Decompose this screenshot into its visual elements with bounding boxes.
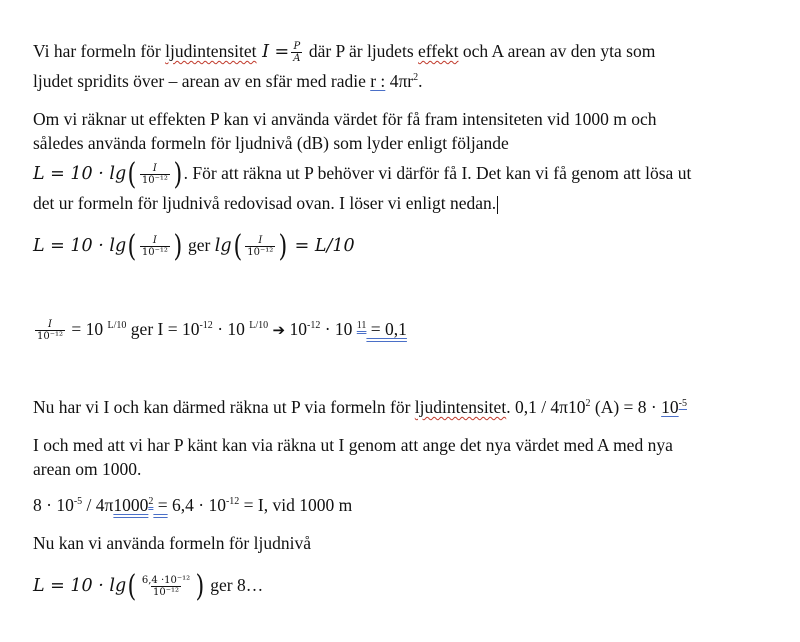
fraction-denominator: 10⁻¹²: [141, 247, 168, 259]
arrow-icon: ➔: [272, 321, 286, 339]
text: det ur formeln för ljudnivå redovisad ovan. I löser vi enligt nedan.: [33, 193, 497, 213]
paragraph-sphere-area: [33, 70, 422, 92]
text: / 4π: [82, 495, 114, 515]
spellcheck-word: ljudintensitet: [165, 41, 257, 61]
text: där P är ljudets: [304, 41, 418, 61]
fraction-denominator: A: [293, 53, 301, 65]
math-lhs: L = 10 · lg: [33, 164, 127, 184]
math-lhs: L = 10 · lg: [33, 236, 127, 256]
fraction-numerator: P: [293, 41, 301, 53]
underlined-text: r :: [370, 71, 386, 91]
superscript: -5: [678, 398, 687, 410]
math-lhs: L = 10 · lg: [33, 576, 127, 596]
fraction-i-over-ref: [140, 235, 170, 258]
fraction-denominator: 10⁻¹²: [37, 331, 64, 343]
text: .: [418, 71, 423, 91]
text: 6,4 · 10: [167, 495, 226, 515]
fraction-i-over-ref: [140, 163, 170, 186]
paragraph-new-area-line2: arean om 1000.: [33, 459, 142, 479]
text: ger: [183, 235, 215, 255]
superscript: 2: [148, 496, 154, 508]
fraction-i-over-ref: [245, 235, 275, 258]
superscript: L/10: [107, 320, 127, 332]
text: ger I = 10: [126, 319, 200, 339]
underlined-text: 1000: [113, 495, 149, 515]
text: = I, vid 1000 m: [239, 495, 353, 515]
paragraph-solve: [33, 192, 498, 214]
text: och A arean av den yta som: [458, 41, 656, 61]
superscript: -12: [199, 320, 213, 332]
text: Vi har formeln för: [33, 41, 166, 61]
text: 8 · 10: [33, 495, 74, 515]
spellcheck-word: ljudintensitet: [414, 397, 507, 417]
spellcheck-word: effekt: [418, 41, 459, 61]
paragraph-effect-line1: Om vi räknar ut effekten P kan vi använda värdet för få fram intensiteten vid 1000 m och: [33, 109, 657, 129]
underlined-text: 10: [661, 397, 679, 417]
fraction-p-over-a: [291, 41, 302, 64]
text: (A) = 8 ·: [590, 397, 662, 417]
fraction-numerator: 6,4 ·10⁻¹²: [141, 575, 191, 587]
fraction-i-over-ref: [35, 319, 65, 342]
left-paren: (: [127, 228, 137, 264]
left-paren: (: [233, 228, 242, 264]
text: . 0,1 / 4π10: [506, 397, 586, 417]
paragraph-compute-p: [33, 396, 687, 418]
equation-solve-step: [33, 228, 355, 263]
fraction-denominator: 10⁻¹²: [247, 247, 274, 259]
text: =: [153, 495, 168, 515]
text: ljudet spridits över – arean av en sfär med radie: [33, 71, 371, 91]
paragraph-intensity-formula: [33, 40, 655, 64]
math-variable: I =: [256, 42, 290, 62]
right-paren: ): [173, 228, 183, 264]
fraction-denominator: 10⁻¹²: [141, 175, 168, 187]
math-rhs: = L/10: [289, 236, 355, 256]
superscript: 11: [356, 320, 367, 332]
text: Nu har vi I och kan därmed räkna ut P via formeln för: [33, 397, 415, 417]
superscript: -5: [73, 496, 83, 508]
superscript: -12: [225, 496, 240, 508]
text: ger 8…: [205, 575, 264, 595]
left-paren: (: [127, 568, 137, 604]
right-paren: ): [173, 156, 183, 192]
fraction-denominator: 10⁻¹²: [153, 587, 180, 599]
paragraph-effect-line2: således använda formeln för ljudnivå (dB) som lyder enligt följande: [33, 133, 509, 153]
right-paren: ): [278, 228, 288, 264]
text: · 10: [212, 319, 250, 339]
fraction-numerator: I: [152, 235, 157, 247]
equation-intensity-result: [33, 312, 407, 347]
equation-final: [33, 568, 263, 603]
fraction-value-over-ref: [140, 575, 192, 598]
text: · 10: [320, 319, 357, 339]
math-lg: lg: [214, 236, 232, 256]
fraction-numerator: I: [152, 163, 157, 175]
paragraph-use-formula: Nu kan vi använda formeln för ljudnivå: [33, 533, 311, 553]
text: 4πr: [385, 71, 414, 91]
paragraph-new-area-line1: I och med att vi har P känt kan via räkna ut I genom att ange det nya värdet med A med nya: [33, 435, 673, 455]
fraction-numerator: I: [48, 319, 52, 331]
equation-sound-level: [33, 156, 691, 191]
fraction-numerator: I: [258, 235, 263, 247]
text-cursor: [497, 196, 498, 214]
text: 10: [285, 319, 307, 339]
right-paren: ): [195, 568, 205, 604]
superscript: 2: [413, 72, 419, 84]
text: = 0,1: [366, 319, 407, 339]
superscript: L/10: [249, 320, 269, 332]
left-paren: (: [127, 156, 137, 192]
paragraph-i-at-1000m: [33, 494, 352, 516]
text: . För att räkna ut P behöver vi därför få I. Det kan vi få genom att lösa ut: [183, 163, 692, 183]
superscript: 2: [585, 398, 591, 410]
superscript: -12: [306, 320, 321, 332]
text: = 10: [67, 319, 108, 339]
